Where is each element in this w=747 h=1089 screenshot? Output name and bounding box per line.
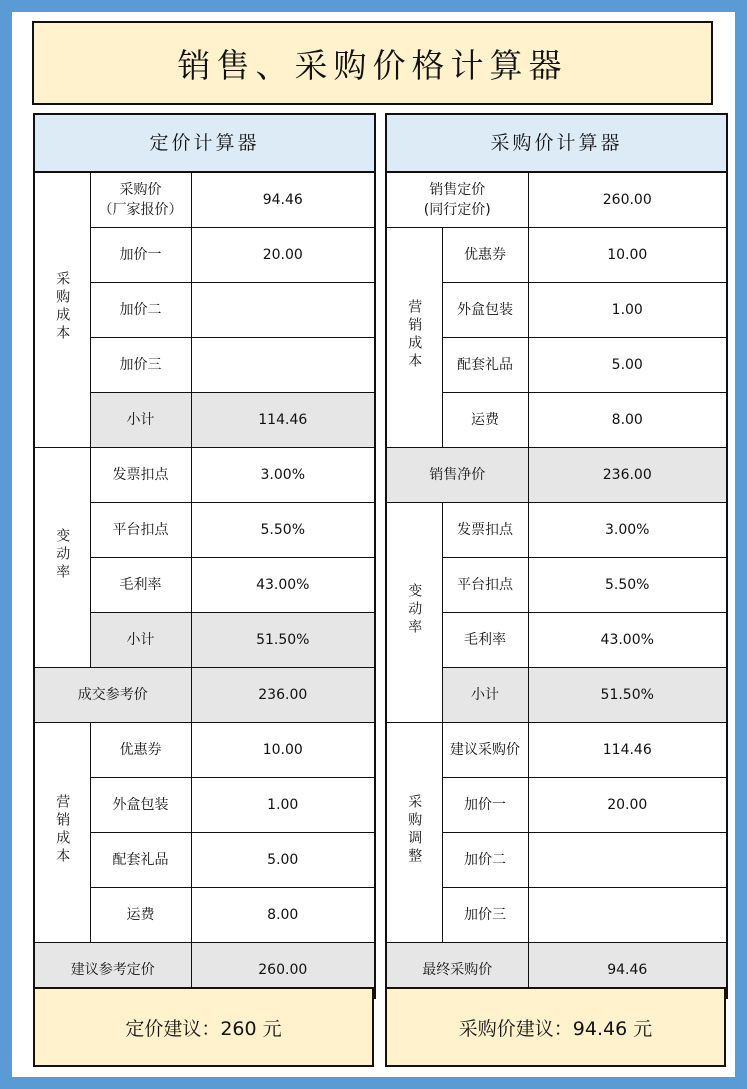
shipping-label: 运费 <box>90 888 191 943</box>
purchase-adjust-group-label: 采购调整 <box>386 723 442 943</box>
purchase-price-value[interactable]: 94.46 <box>191 172 375 228</box>
gift-value[interactable]: 5.00 <box>191 833 375 888</box>
purchase-price-label: 采购价 （厂家报价） <box>90 172 191 228</box>
purchase-cost-group-label: 采购成本 <box>34 172 90 448</box>
cost-subtotal-value: 114.46 <box>191 393 375 448</box>
suggested-purchase-label: 建议采购价 <box>442 723 528 778</box>
coupon-value[interactable]: 10.00 <box>528 228 727 283</box>
packaging-value[interactable]: 1.00 <box>191 778 375 833</box>
markup3-value[interactable] <box>528 888 727 943</box>
markup1-value[interactable]: 20.00 <box>528 778 727 833</box>
platform-deduction-value[interactable]: 5.50% <box>191 503 375 558</box>
markup2-label: 加价二 <box>90 283 191 338</box>
gift-value[interactable]: 5.00 <box>528 338 727 393</box>
marketing-cost-group-label: 营销成本 <box>386 228 442 448</box>
variable-rate-group-label: 变动率 <box>386 503 442 723</box>
rate-subtotal-label: 小计 <box>90 613 191 668</box>
platform-deduction-value[interactable]: 5.50% <box>528 558 727 613</box>
packaging-value[interactable]: 1.00 <box>528 283 727 338</box>
coupon-label: 优惠券 <box>90 723 191 778</box>
calculator-frame <box>12 12 735 1077</box>
markup2-value[interactable] <box>528 833 727 888</box>
net-sale-price-label: 销售净价 <box>386 448 528 503</box>
net-sale-price-value: 236.00 <box>528 448 727 503</box>
deal-reference-price-label: 成交参考价 <box>34 668 191 723</box>
invoice-deduction-value[interactable]: 3.00% <box>191 448 375 503</box>
markup1-value[interactable]: 20.00 <box>191 228 375 283</box>
invoice-deduction-label: 发票扣点 <box>442 503 528 558</box>
sale-price-label: 销售定价 (同行定价) <box>386 172 528 228</box>
cost-subtotal-label: 小计 <box>90 393 191 448</box>
coupon-label: 优惠券 <box>442 228 528 283</box>
marketing-cost-group-label: 营销成本 <box>34 723 90 943</box>
shipping-value[interactable]: 8.00 <box>528 393 727 448</box>
deal-reference-price-value: 236.00 <box>191 668 375 723</box>
suggested-purchase-value: 114.46 <box>528 723 727 778</box>
purchase-calculator-header: 采购价计算器 <box>386 114 727 172</box>
purchase-suggestion-box: 采购价建议：94.46 元 <box>385 987 726 1067</box>
rate-subtotal-value: 51.50% <box>528 668 727 723</box>
invoice-deduction-label: 发票扣点 <box>90 448 191 503</box>
invoice-deduction-value[interactable]: 3.00% <box>528 503 727 558</box>
markup2-value[interactable] <box>191 283 375 338</box>
markup3-label: 加价三 <box>90 338 191 393</box>
pricing-calculator-table <box>33 113 376 999</box>
gross-margin-value[interactable]: 43.00% <box>528 613 727 668</box>
price-suggestion-box: 定价建议：260 元 <box>33 987 374 1067</box>
rate-subtotal-value: 51.50% <box>191 613 375 668</box>
coupon-value[interactable]: 10.00 <box>191 723 375 778</box>
purchase-calculator-table <box>385 113 728 999</box>
markup1-label: 加价一 <box>442 778 528 833</box>
markup3-label: 加价三 <box>442 888 528 943</box>
gift-label: 配套礼品 <box>90 833 191 888</box>
packaging-label: 外盒包装 <box>90 778 191 833</box>
markup2-label: 加价二 <box>442 833 528 888</box>
gift-label: 配套礼品 <box>442 338 528 393</box>
packaging-label: 外盒包装 <box>442 283 528 338</box>
shipping-value[interactable]: 8.00 <box>191 888 375 943</box>
variable-rate-group-label: 变动率 <box>34 448 90 668</box>
pricing-calculator-header: 定价计算器 <box>34 114 375 172</box>
shipping-label: 运费 <box>442 393 528 448</box>
page-title: 销售、采购价格计算器 <box>32 21 713 105</box>
markup1-label: 加价一 <box>90 228 191 283</box>
suggested-price-value: 260.00 <box>191 943 375 999</box>
platform-deduction-label: 平台扣点 <box>442 558 528 613</box>
gross-margin-value[interactable]: 43.00% <box>191 558 375 613</box>
gross-margin-label: 毛利率 <box>442 613 528 668</box>
final-purchase-price-label: 最终采购价 <box>386 943 528 999</box>
final-purchase-price-value: 94.46 <box>528 943 727 999</box>
sale-price-value[interactable]: 260.00 <box>528 172 727 228</box>
rate-subtotal-label: 小计 <box>442 668 528 723</box>
gross-margin-label: 毛利率 <box>90 558 191 613</box>
suggested-price-label: 建议参考定价 <box>34 943 191 999</box>
markup3-value[interactable] <box>191 338 375 393</box>
platform-deduction-label: 平台扣点 <box>90 503 191 558</box>
